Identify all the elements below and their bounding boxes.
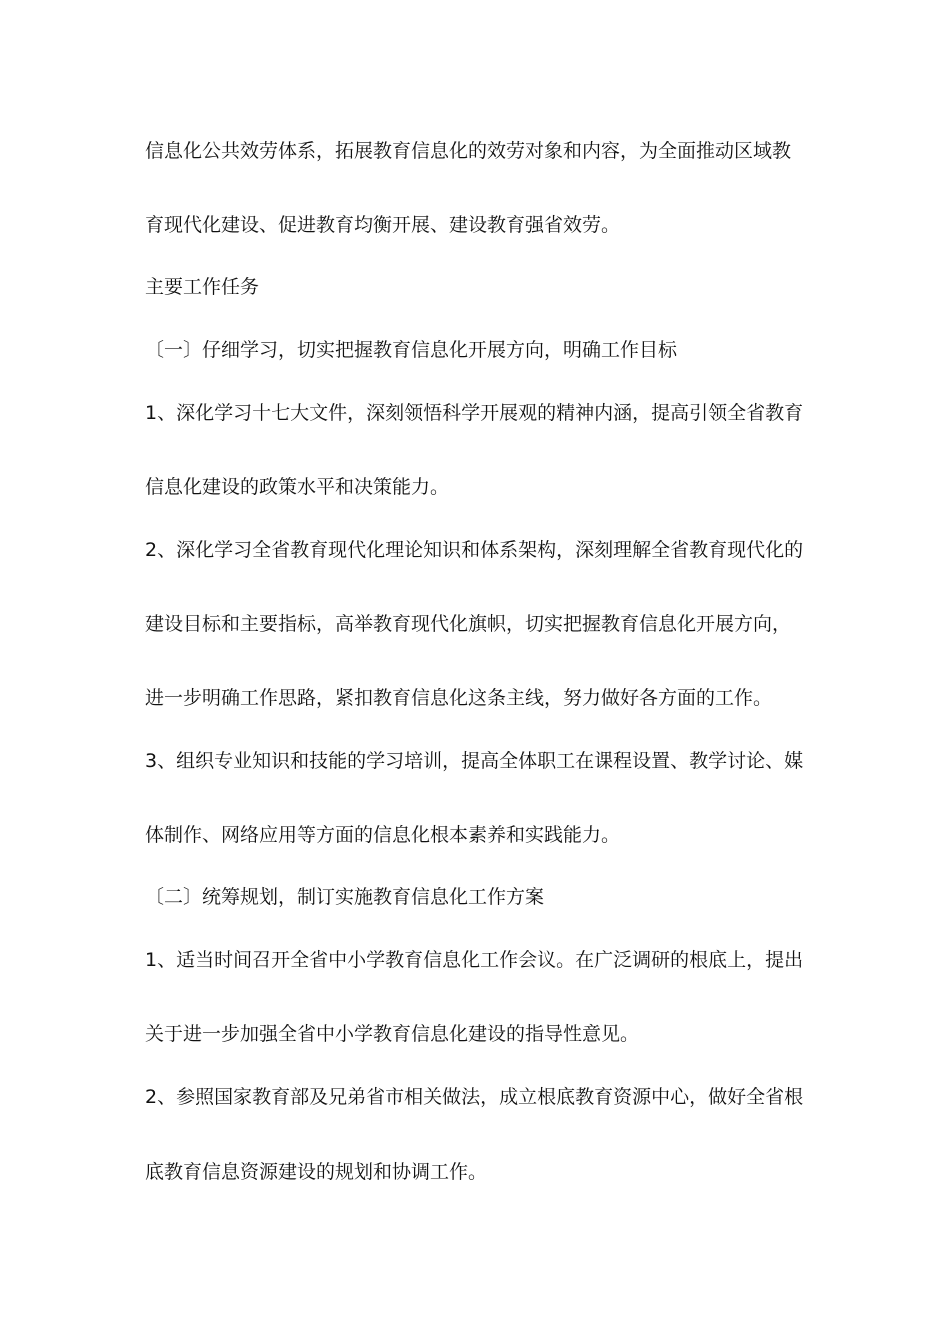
paragraph-line: 体制作、网络应用等方面的信息化根本素养和实践能力。 [145,824,621,846]
paragraph-line: 关于进一步加强全省中小学教育信息化建设的指导性意见。 [145,1023,640,1045]
paragraph-line: 进一步明确工作思路，紧扣教育信息化这条主线，努力做好各方面的工作。 [145,687,773,709]
paragraph-line: 育现代化建设、促进教育均衡开展、建设教育强省效劳。 [145,214,621,236]
list-item-line: 2、深化学习全省教育现代化理论知识和体系架构，深刻理解全省教育现代化的 [145,539,804,561]
paragraph-line: 底教育信息资源建设的规划和协调工作。 [145,1161,488,1183]
paragraph-line: 信息化建设的政策水平和决策能力。 [145,476,450,498]
list-item-line: 3、组织专业知识和技能的学习培训，提高全体职工在课程设置、教学讨论、媒 [145,750,804,772]
list-item-line: 1、适当时间召开全省中小学教育信息化工作会议。在广泛调研的根底上，提出 [145,949,804,971]
subsection-heading: 〔一〕仔细学习，切实把握教育信息化开展方向，明确工作目标 [145,339,678,361]
paragraph-line: 建设目标和主要指标，高举教育现代化旗帜，切实把握教育信息化开展方向， [145,613,792,635]
list-item-line: 1、深化学习十七大文件，深刻领悟科学开展观的精神内涵，提高引领全省教育 [145,402,804,424]
section-heading: 主要工作任务 [145,276,260,298]
paragraph-line: 信息化公共效劳体系，拓展教育信息化的效劳对象和内容，为全面推动区域教 [145,140,792,162]
list-item-line: 2、参照国家教育部及兄弟省市相关做法，成立根底教育资源中心，做好全省根 [145,1086,804,1108]
subsection-heading: 〔二〕统筹规划，制订实施教育信息化工作方案 [145,886,545,908]
